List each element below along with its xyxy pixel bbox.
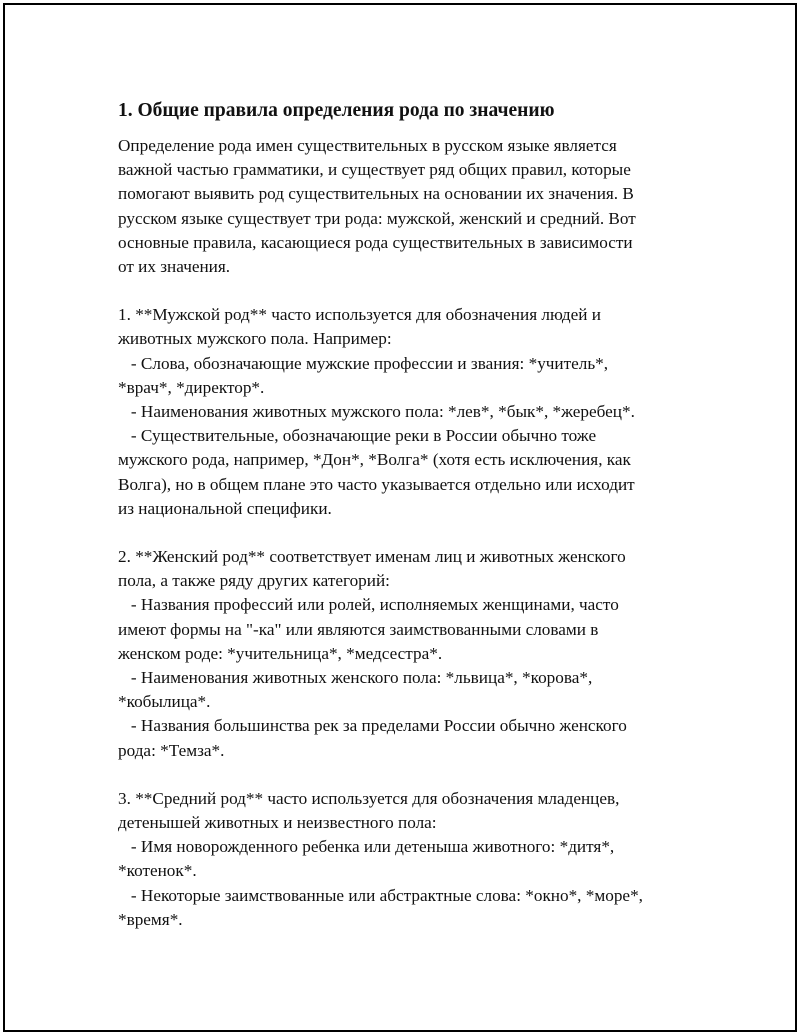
rule-line: - Названия профессий или ролей, исполняемых женщинами, часто bbox=[118, 595, 619, 615]
rule-line: 2. **Женский род** соответствует именам лиц и животных женского bbox=[118, 547, 626, 567]
rule-line: - Наименования животных женского пола: *львица*, *корова*, bbox=[118, 668, 593, 688]
rule-neuter bbox=[118, 787, 698, 932]
rule-line: - Наименования животных мужского пола: *лев*, *бык*, *жеребец*. bbox=[118, 402, 635, 422]
rule-line: *время*. bbox=[118, 909, 183, 929]
intro-line: русском языке существует три рода: мужской, женский и средний. Вот bbox=[118, 208, 636, 228]
rule-line: из национальной специфики. bbox=[118, 498, 332, 518]
rule-line: - Слова, обозначающие мужские профессии и звания: *учитель*, bbox=[118, 353, 609, 373]
rule-line: - Названия большинства рек за пределами России обычно женского bbox=[118, 716, 627, 736]
rule-line: Волга), но в общем плане это часто указывается отдельно или исходит bbox=[118, 474, 635, 494]
intro-paragraph bbox=[118, 134, 698, 279]
rule-line: 3. **Средний род** часто используется для обозначения младенцев, bbox=[118, 788, 620, 808]
rule-line: имеют формы на "-ка" или являются заимствованными словами в bbox=[118, 619, 599, 639]
rule-line: детенышей животных и неизвестного пола: bbox=[118, 813, 437, 833]
rule-line: мужского рода, например, *Дон*, *Волга* (хотя есть исключения, как bbox=[118, 450, 631, 470]
section-title: 1. Общие правила определения рода по значению bbox=[118, 100, 555, 121]
rule-line: *врач*, *директор*. bbox=[118, 377, 265, 397]
rule-line: женском роде: *учительница*, *медсестра*. bbox=[118, 643, 443, 663]
document-body bbox=[118, 97, 698, 932]
intro-line: Определение рода имен существительных в русском языке является bbox=[118, 136, 617, 155]
intro-line: основные правила, касающиеся рода существительных в зависимости bbox=[118, 232, 633, 252]
rule-line: 1. **Мужской род** часто используется для обозначения людей и bbox=[118, 305, 602, 325]
rule-line: - Существительные, обозначающие реки в России обычно тоже bbox=[118, 426, 597, 446]
paragraph-gap bbox=[118, 279, 698, 303]
rule-line: *кобылица*. bbox=[118, 692, 211, 712]
page-frame bbox=[3, 3, 797, 1032]
intro-line: важной частью грамматики, и существует ряд общих правил, которые bbox=[118, 160, 631, 180]
rule-masculine bbox=[118, 303, 698, 521]
rule-line: - Имя новорожденного ребенка или детеныша животного: *дитя*, bbox=[118, 837, 615, 857]
paragraph-gap bbox=[118, 521, 698, 545]
rule-line: пола, а также ряду других категорий: bbox=[118, 571, 390, 591]
rule-line: *котенок*. bbox=[118, 861, 197, 881]
rule-feminine bbox=[118, 545, 698, 763]
intro-line: от их значения. bbox=[118, 257, 231, 277]
rule-line: - Некоторые заимствованные или абстрактные слова: *окно*, *море*, bbox=[118, 885, 643, 905]
intro-line: помогают выявить род существительных на основании их значения. В bbox=[118, 184, 634, 204]
rule-line: рода: *Темза*. bbox=[118, 740, 225, 760]
paragraph-gap bbox=[118, 763, 698, 787]
rule-line: животных мужского пола. Например: bbox=[118, 329, 392, 349]
